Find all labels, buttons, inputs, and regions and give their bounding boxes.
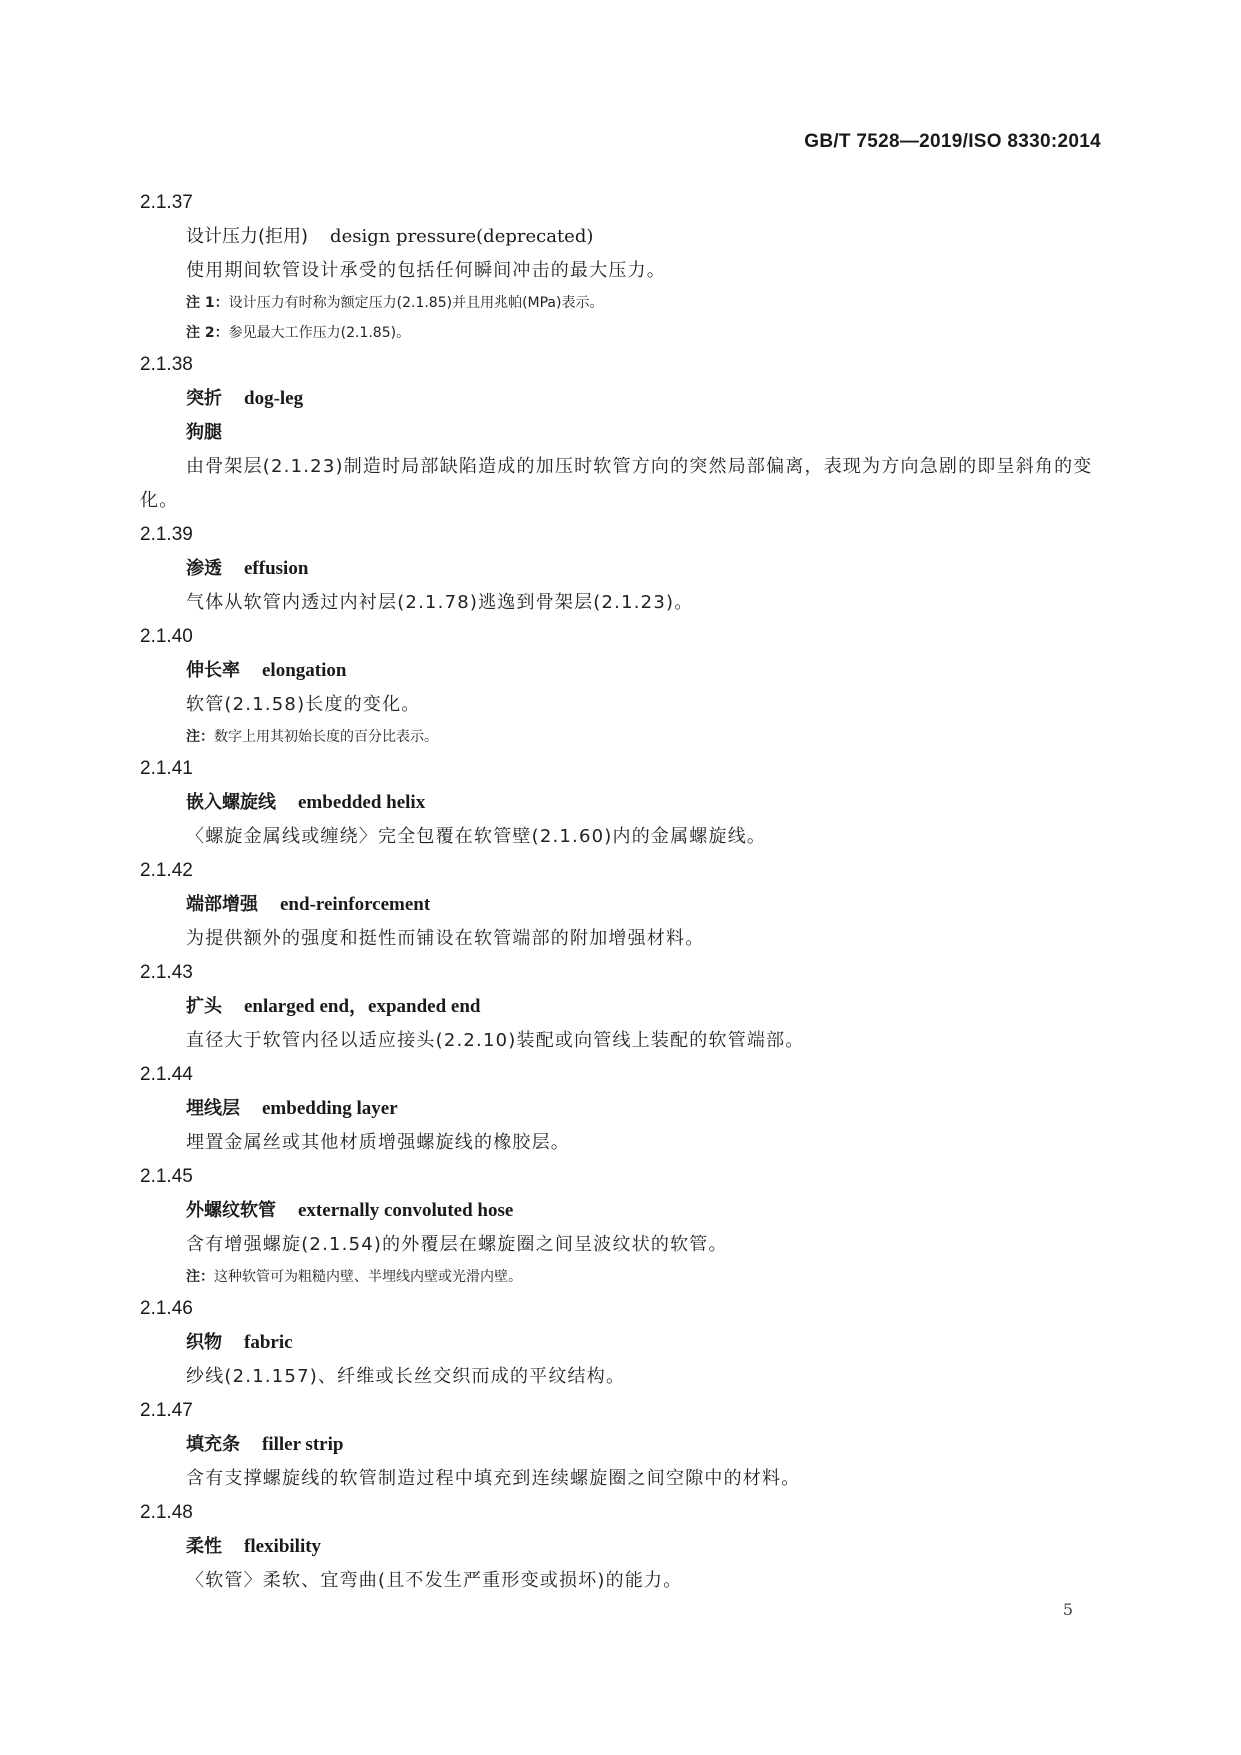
term-heading [186, 1194, 1102, 1228]
entry-number: 2.1.45 [140, 1166, 193, 1187]
term-entry [140, 1160, 1102, 1292]
term-note [186, 288, 1102, 318]
note-label: 注 1： [186, 295, 229, 311]
term-zh: 扩头 [186, 996, 222, 1017]
term-entry [140, 620, 1102, 752]
term-entry [140, 956, 1102, 1058]
term-zh: 柔性 [186, 1536, 222, 1557]
term-entry [140, 348, 1102, 518]
note-label: 注： [186, 1269, 214, 1285]
term-entry [140, 1292, 1102, 1394]
entry-number: 2.1.37 [140, 192, 193, 213]
term-zh: 设计压力(拒用) [186, 226, 309, 247]
entry-number: 2.1.46 [140, 1298, 193, 1319]
entry-number: 2.1.42 [140, 860, 193, 881]
entry-number: 2.1.44 [140, 1064, 193, 1085]
term-definition: 〈螺旋金属线或缠绕〉完全包覆在软管壁(2.1.60)内的金属螺旋线。 [186, 826, 767, 847]
term-definition: 气体从软管内透过内衬层(2.1.78)逃逸到骨架层(2.1.23)。 [186, 592, 694, 613]
term-definition: 纱线(2.1.157)、纤维或长丝交织而成的平纹结构。 [186, 1366, 626, 1387]
term-en: end-reinforcement [280, 894, 431, 915]
note-text: 这种软管可为粗糙内壁、半埋线内壁或光滑内壁。 [214, 1269, 522, 1285]
document-body [140, 186, 1102, 1598]
term-heading [186, 990, 1102, 1024]
term-en: design pressure(deprecated) [330, 226, 594, 247]
term-heading [186, 1326, 1102, 1360]
term-en: enlarged end，expanded end [244, 996, 481, 1017]
term-definition: 埋置金属丝或其他材质增强螺旋线的橡胶层。 [186, 1132, 570, 1153]
term-definition: 含有增强螺旋(2.1.54)的外覆层在螺旋圈之间呈波纹状的软管。 [186, 1234, 728, 1255]
term-note [186, 722, 1102, 752]
entry-number: 2.1.47 [140, 1400, 193, 1421]
term-en: fabric [244, 1332, 293, 1353]
term-heading [186, 1530, 1102, 1564]
term-heading [186, 220, 1102, 254]
term-heading [186, 888, 1102, 922]
term-definition: 由骨架层(2.1.23)制造时局部缺陷造成的加压时软管方向的突然局部偏离，表现为方向急剧的即呈斜角的变化。 [140, 456, 1093, 511]
term-definition: 软管(2.1.58)长度的变化。 [186, 694, 421, 715]
entry-number: 2.1.43 [140, 962, 193, 983]
term-entry [140, 1496, 1102, 1598]
page-number: 5 [1062, 1600, 1073, 1619]
term-zh: 渗透 [186, 558, 222, 579]
entry-number: 2.1.41 [140, 758, 193, 779]
term-en: flexibility [244, 1536, 322, 1557]
term-heading [186, 382, 1102, 416]
entry-number: 2.1.48 [140, 1502, 193, 1523]
term-heading [186, 1092, 1102, 1126]
term-definition: 〈软管〉柔软、宜弯曲(且不发生严重形变或损坏)的能力。 [186, 1570, 683, 1591]
term-definition: 使用期间软管设计承受的包括任何瞬间冲击的最大压力。 [186, 260, 666, 281]
note-label: 注： [186, 729, 214, 745]
term-zh: 伸长率 [186, 660, 240, 681]
term-zh: 外螺纹软管 [186, 1200, 276, 1221]
term-heading [186, 1428, 1102, 1462]
term-definition: 为提供额外的强度和挺性而铺设在软管端部的附加增强材料。 [186, 928, 705, 949]
term-zh: 突折 [186, 388, 222, 409]
term-zh: 端部增强 [186, 894, 258, 915]
term-en: embedding layer [262, 1098, 398, 1119]
term-entry [140, 1058, 1102, 1160]
term-en: effusion [244, 558, 309, 579]
term-en: dog-leg [244, 388, 304, 409]
term-heading [186, 786, 1102, 820]
term-entry [140, 518, 1102, 620]
term-heading [186, 654, 1102, 688]
note-text: 设计压力有时称为额定压力(2.1.85)并且用兆帕(MPa)表示。 [228, 295, 604, 311]
term-heading [186, 552, 1102, 586]
alternate-term: 狗腿 [186, 422, 222, 443]
term-definition: 含有支撑螺旋线的软管制造过程中填充到连续螺旋圈之间空隙中的材料。 [186, 1468, 801, 1489]
term-en: filler strip [262, 1434, 344, 1455]
entry-number: 2.1.38 [140, 354, 193, 375]
term-en: externally convoluted hose [298, 1200, 514, 1221]
term-zh: 填充条 [186, 1434, 240, 1455]
term-en: embedded helix [298, 792, 426, 813]
entry-number: 2.1.39 [140, 524, 193, 545]
term-entry [140, 186, 1102, 348]
term-note [186, 1262, 1102, 1292]
term-zh: 嵌入螺旋线 [186, 792, 276, 813]
term-definition: 直径大于软管内径以适应接头(2.2.10)装配或向管线上装配的软管端部。 [186, 1030, 805, 1051]
entry-number: 2.1.40 [140, 626, 193, 647]
term-zh: 埋线层 [186, 1098, 240, 1119]
note-text: 数字上用其初始长度的百分比表示。 [214, 729, 438, 745]
term-zh: 织物 [186, 1332, 222, 1353]
note-label: 注 2： [186, 325, 229, 341]
term-entry [140, 1394, 1102, 1496]
note-text: 参见最大工作压力(2.1.85)。 [228, 325, 411, 341]
term-entry [140, 854, 1102, 956]
term-note [186, 318, 1102, 348]
term-en: elongation [262, 660, 347, 681]
standard-code-header: GB/T 7528—2019/ISO 8330:2014 [804, 131, 1101, 152]
term-entry [140, 752, 1102, 854]
